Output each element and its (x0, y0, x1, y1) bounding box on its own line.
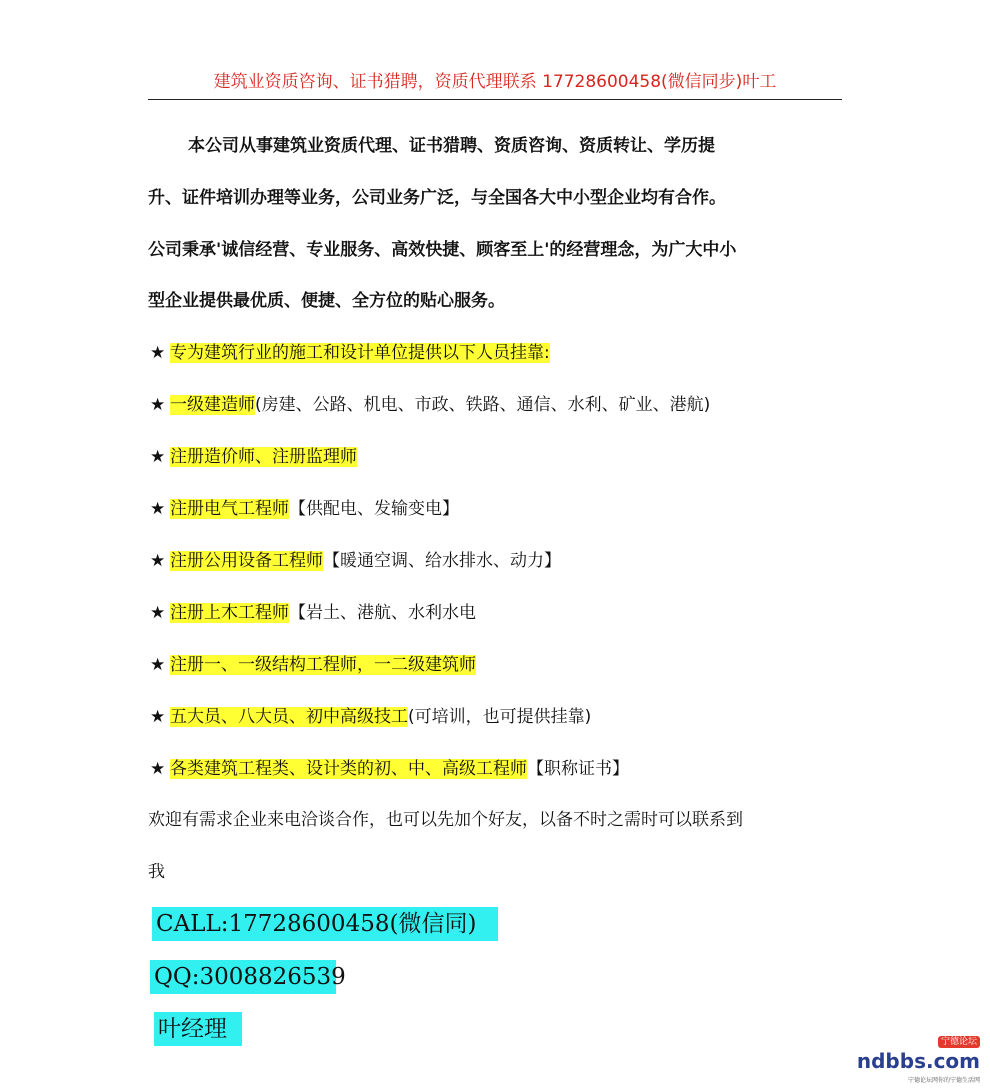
item-highlight: 注册电气工程师 (170, 499, 289, 519)
item-detail: 【岩土、港航、水利水电 (289, 603, 476, 623)
item-highlight: 专为建筑行业的施工和设计单位提供以下人员挂靠: (170, 343, 550, 363)
list-item (150, 444, 357, 470)
item-highlight: 注册公用设备工程师 (170, 551, 323, 571)
item-highlight: 注册上木工程师 (170, 603, 289, 623)
intro-line: 型企业提供最优质、便捷、全方位的贴心服务。 (148, 291, 505, 311)
star-icon: ★ (150, 499, 166, 519)
list-item (150, 496, 459, 522)
item-highlight: 五大员、八大员、初中高级技工 (170, 707, 408, 727)
watermark-site: ndbbs.com (856, 1049, 980, 1073)
list-item (150, 340, 550, 366)
star-icon: ★ (150, 655, 166, 675)
item-highlight: 各类建筑工程类、设计类的初、中、高级工程师 (170, 759, 527, 779)
item-highlight: 一级建造师 (170, 395, 255, 415)
star-icon: ★ (150, 551, 166, 571)
header-rule (148, 99, 842, 100)
contact-qq: QQ:3008826539 (150, 960, 336, 994)
header-title: 建筑业资质咨询、证书猎聘，资质代理联系 17728600458(微信同步)叶工 (213, 72, 777, 92)
closing-line: 我 (148, 862, 165, 882)
item-detail: 【职称证书】 (527, 759, 629, 779)
intro-line: 升、证件培训办理等业务，公司业务广泛，与全国各大中小型企业均有合作。 (148, 188, 726, 208)
contact-name: 叶经理 (154, 1012, 242, 1046)
star-icon: ★ (150, 603, 166, 623)
list-item (150, 652, 476, 678)
intro-line: 公司秉承'诚信经营、专业服务、高效快捷、顾客至上'的经营理念，为广大中小 (148, 240, 737, 260)
item-highlight: 注册造价师、注册监理师 (170, 447, 357, 467)
star-icon: ★ (150, 759, 166, 779)
site-watermark (856, 1037, 980, 1084)
star-icon: ★ (150, 343, 166, 363)
item-detail: 【暖通空调、给水排水、动力】 (323, 551, 561, 571)
item-detail: 【供配电、发输变电】 (289, 499, 459, 519)
star-icon: ★ (150, 395, 166, 415)
list-item (150, 392, 710, 418)
item-highlight: 注册一、一级结构工程师，一二级建筑师 (170, 655, 476, 675)
list-item (150, 756, 629, 782)
list-item (150, 704, 591, 730)
contact-phone: CALL:17728600458(微信同) (152, 907, 498, 941)
item-detail: (可培训，也可提供挂靠) (408, 707, 592, 727)
star-icon: ★ (150, 707, 166, 727)
list-item (150, 600, 476, 626)
watermark-tag: 宁德论坛 (938, 1036, 980, 1048)
watermark-subtitle: 宁德论坛网你的宁德生活网 (907, 1077, 980, 1084)
intro-line: 本公司从事建筑业资质代理、证书猎聘、资质咨询、资质转让、学历提 (188, 136, 715, 156)
closing-line: 欢迎有需求企业来电洽谈合作，也可以先加个好友，以备不时之需时可以联系到 (148, 810, 743, 830)
item-detail: (房建、公路、机电、市政、铁路、通信、水利、矿业、港航) (255, 395, 711, 415)
star-icon: ★ (150, 447, 166, 467)
list-item (150, 548, 561, 574)
